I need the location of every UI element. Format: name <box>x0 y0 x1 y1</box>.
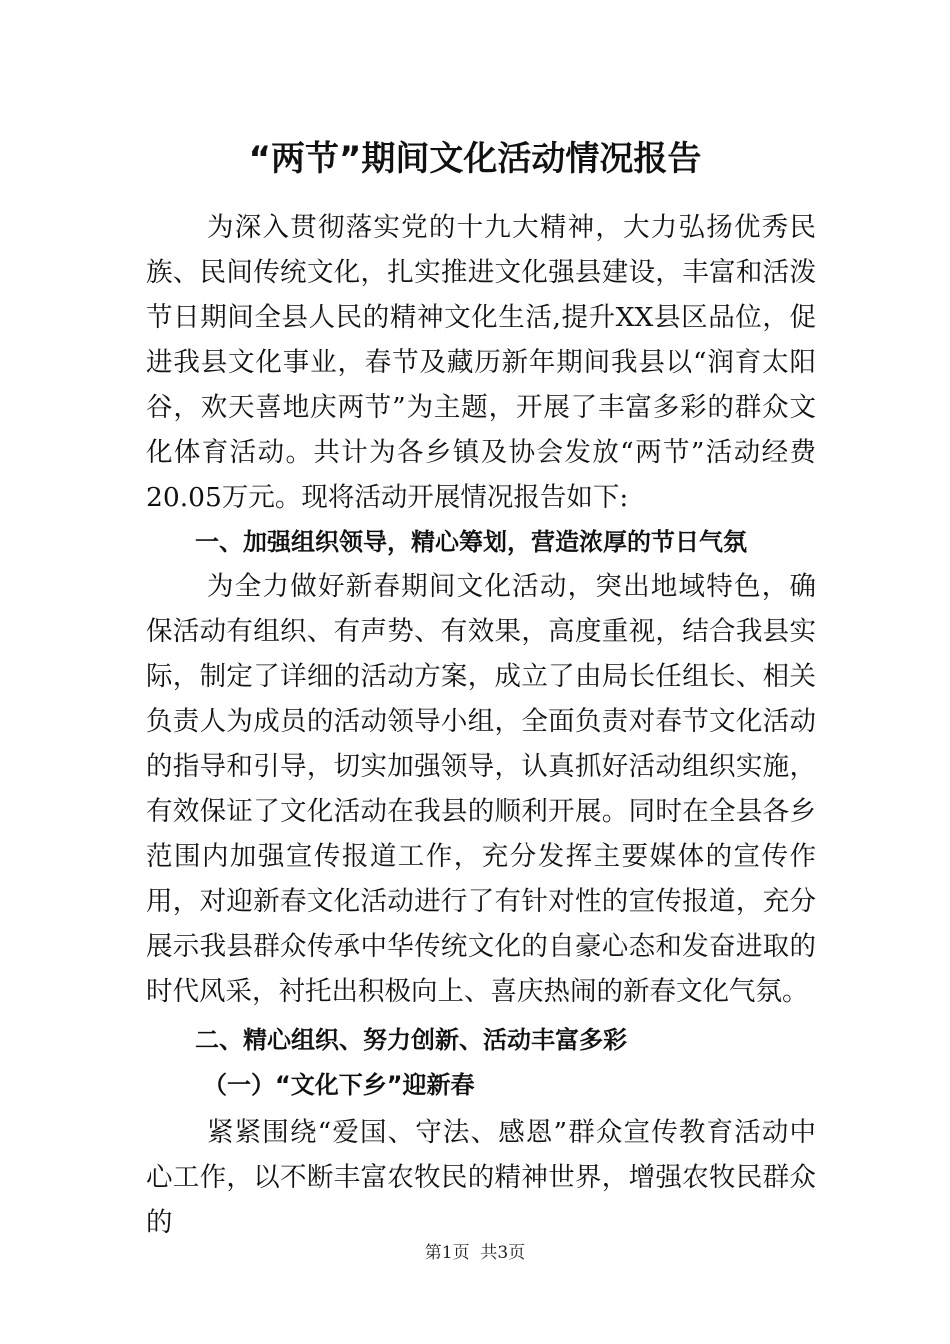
subsection-1-paragraph: 紧紧围绕“爱国、守法、感恩”群众宣传教育活动中心工作，以不断丰富农牧民的精神世界，增强农牧民群众的 <box>146 1117 816 1238</box>
page-footer <box>0 1240 950 1266</box>
page-total: 共3页 <box>480 1243 526 1263</box>
section-1-paragraph: 为全力做好新春期间文化活动，突出地域特色，确保活动有组织、有声势、有效果，高度重视，结合我县实际，制定了详细的活动方案，成立了由局长任组长、相关负责人为成员的活动领导小组，全面负责对春节文化活动的指导和引导，切实加强领导，认真抓好活动组织实施，有效保证了文化活动在我县的顺利开展。同时在全县各乡范围内加强宣传报道工作，充分发挥主要媒体的宣传作用，对迎新春文化活动进行了有针对性的宣传报道，充分展示我县群众传承中华传统文化的自豪心态和发奋进取的时代风采，衬托出积极向上、喜庆热闹的新春文化气氛。 <box>146 571 816 1007</box>
document-title: “两节”期间文化活动情况报告 <box>248 139 702 179</box>
intro-paragraph: 为深入贯彻落实党的十九大精神，大力弘扬优秀民族、民间传统文化，扎实推进文化强县建设，丰富和活泼节日期间全县人民的精神文化生活,提升XX县区品位，促进我县文化事业，春节及藏历新年期间我县以“润育太阳谷，欢天喜地庆两节”为主题，开展了丰富多彩的群众文化体育活动。共计为各乡镇及协会发放“两节”活动经费20.05万元。现将活动开展情况报告如下: <box>146 212 816 513</box>
section-heading-1: 一、加强组织领导，精心筹划，营造浓厚的节日气氛 <box>195 528 747 556</box>
section-heading-2: 二、精心组织、努力创新、活动丰富多彩 <box>195 1026 627 1054</box>
subsection-heading-1: （一）“文化下乡”迎新春 <box>203 1071 475 1099</box>
page-number: 第1页 <box>424 1243 470 1263</box>
